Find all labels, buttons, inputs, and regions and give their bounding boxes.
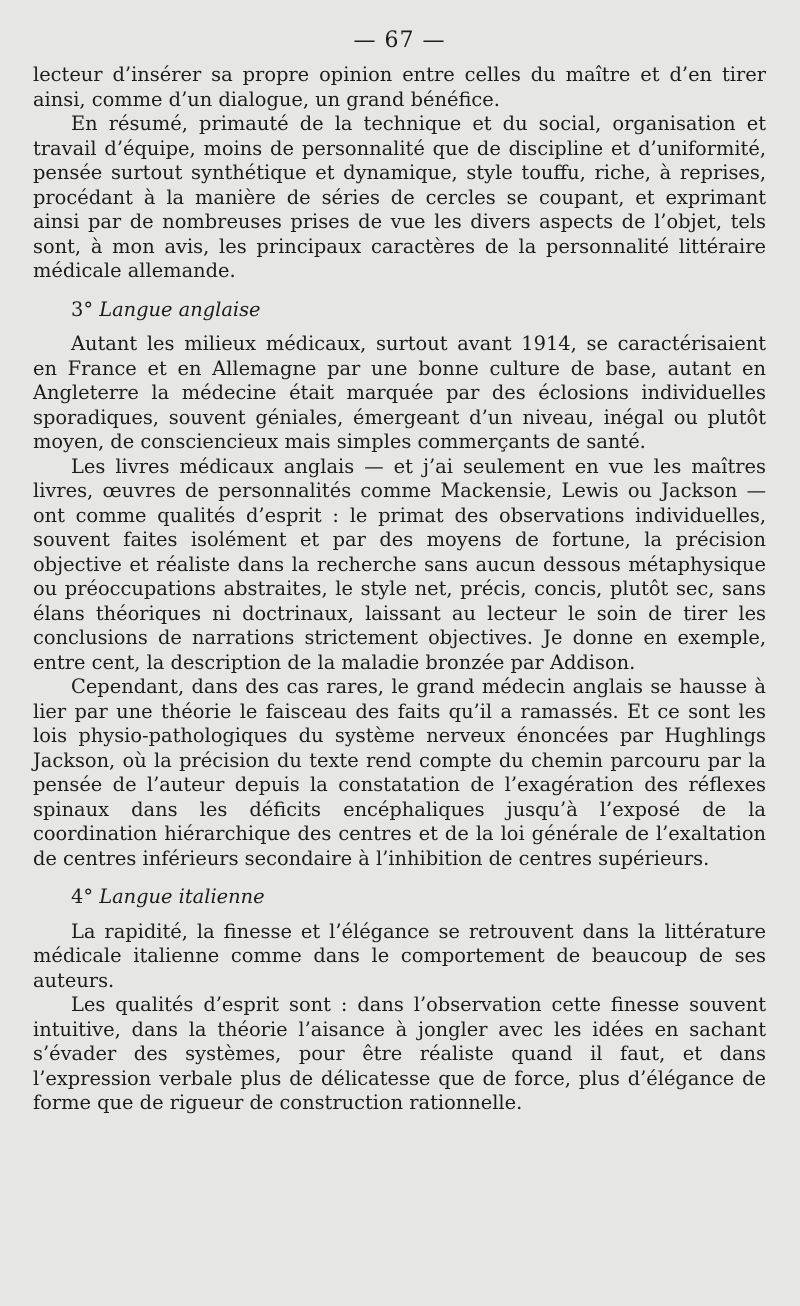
section-title: Langue italienne [99, 885, 265, 908]
section-heading-italian [71, 885, 766, 910]
page-number: — 67 — [353, 28, 446, 53]
section-number: 3° [71, 297, 94, 321]
section-number: 4° [71, 885, 94, 908]
paragraph: Les qualités d’esprit sont : dans l’observation cette finesse souvent intuitive, dans la théorie l’aisance à jongler avec les idées en sachant s’évader des systèmes, pour être réaliste quand il faut, et dans l’expression verbale plus de délicatesse que de force, plus d’élégance de forme que de rigueur de construction rationnelle. [33, 993, 766, 1114]
paragraph-continuation: lecteur d’insérer sa propre opinion entre celles du maître et d’en tirer ainsi, comme d’un dialogue, un grand bénéfice. [33, 63, 766, 111]
section-heading-english [71, 298, 766, 323]
paragraph: Autant les milieux médicaux, surtout avant 1914, se caractérisaient en France et en Allemagne par une bonne culture de base, autant en Angleterre la médecine était marquée par des éclosions individuelles sporadiques, souvent géniales, émergeant d’un niveau, inégal ou plutôt moyen, de consciencieux mais simples commerçants de santé. [33, 332, 766, 453]
paragraph: Les livres médicaux anglais — et j’ai seulement en vue les maîtres livres, œuvres de personnalités comme Mackensie, Lewis ou Jackson — ont comme qualités d’esprit : le primat des observations individuelles, souvent faites isolément et par des moyens de fortune, la précision objective et réaliste dans la recherche sans aucun dessous métaphysique ou préoccupations abstraites, le style net, précis, concis, plutôt sec, sans élans théoriques ni doctrinaux, laissant au lecteur le soin de tirer les conclusions de narrations strictement objectives. Je donne en exemple, entre cent, la description de la maladie bronzée par Addison. [33, 454, 766, 674]
paragraph: Cependant, dans des cas rares, le grand médecin anglais se hausse à lier par une théorie le faisceau des faits qu’il a ramassés. Et ce sont les lois physio-pathologiques du système nerveux énoncées par Hughlings Jackson, où la précision du texte rend compte du chemin parcouru par la pensée de l’auteur depuis la constatation de l’exagération des réflexes spinaux dans les déficits encéphaliques jusqu’à l’exposé de la coordination hiérarchique des centres et de la loi générale de l’exaltation de centres inférieurs secondaire à l’inhibition de centres supérieurs. [33, 675, 766, 870]
section-title: Langue anglaise [99, 297, 261, 321]
paragraph: La rapidité, la finesse et l’élégance se retrouvent dans la littérature médicale italienne comme dans le comportement de beaucoup de ses auteurs. [33, 919, 766, 992]
paragraph-summary: En résumé, primauté de la technique et du social, organisation et travail d’équipe, moins de personnalité que de discipline et d’uniformité, pensée surtout synthétique et dynamique, style touffu, riche, à reprises, procédant à la manière de séries de cercles se coupant, et exprimant ainsi par de nombreuses prises de vue les divers aspects de l’objet, tels sont, à mon avis, les principaux caractères de la personnalité littéraire médicale allemande. [33, 112, 766, 282]
